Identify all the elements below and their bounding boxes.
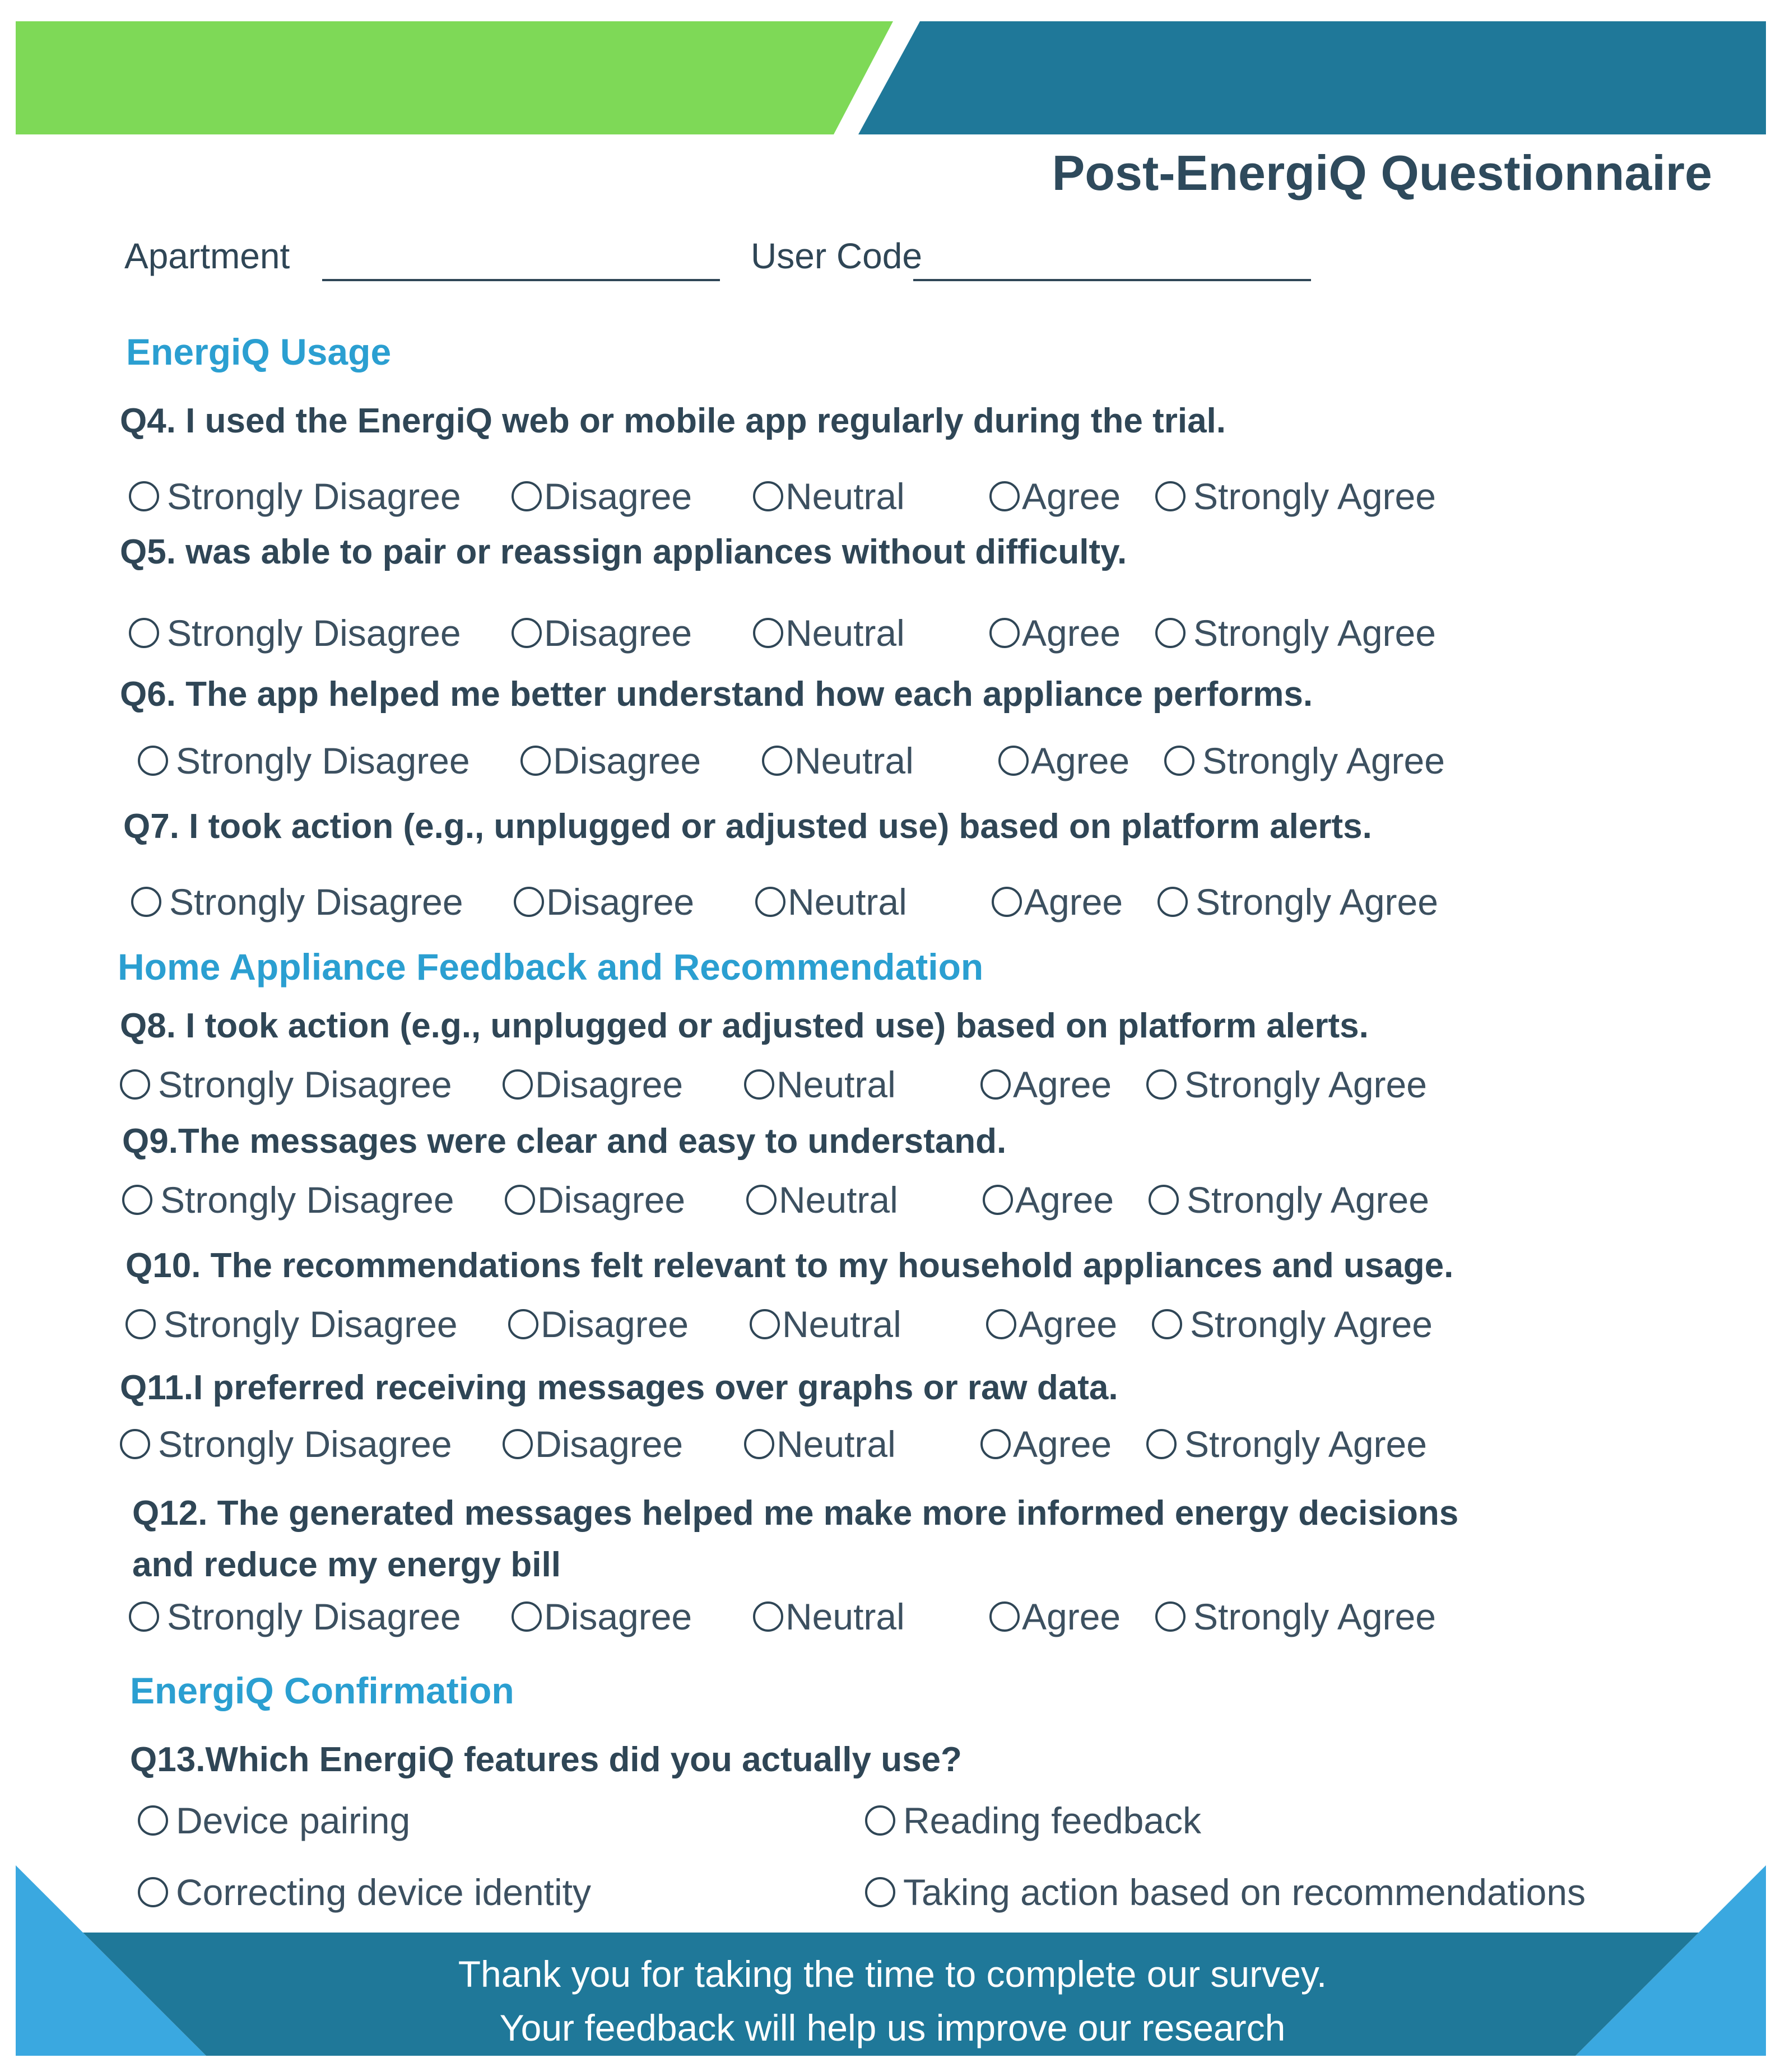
question-q13: Q13.Which EnergiQ features did you actually use? [130, 1740, 962, 1779]
radio-icon [1149, 1185, 1179, 1215]
scale-option-label: Strongly Agree [1190, 1303, 1433, 1345]
question-q8: Q8. I took action (e.g., unplugged or adjusted use) based on platform alerts. [120, 1007, 1369, 1045]
q6-option-strongly-agree[interactable] [1164, 739, 1445, 782]
scale-option-label: Agree [1013, 1064, 1112, 1105]
scale-option-label: Strongly Disagree [169, 881, 463, 923]
scale-option-label: Agree [1022, 1596, 1121, 1637]
section-usage: EnergiQ Usage [126, 331, 392, 373]
scale-option-label: Neutral [788, 881, 907, 923]
banner-teal-shape [858, 21, 1766, 134]
scale-option-label: Strongly Disagree [176, 740, 470, 781]
q11-option-agree[interactable] [980, 1423, 1112, 1465]
scale-option-label: Strongly Disagree [167, 1596, 461, 1637]
radio-icon [992, 887, 1022, 917]
footer-line-2: Your feedback will help us improve our research [499, 2007, 1286, 2048]
radio-icon [120, 1429, 150, 1459]
q7-option-strongly-disagree[interactable] [131, 881, 463, 923]
q6-option-disagree[interactable] [520, 739, 701, 782]
radio-icon [998, 746, 1029, 776]
q7-option-neutral[interactable] [755, 881, 907, 923]
scale-option-label: Neutral [782, 1303, 901, 1345]
scale-option-label: Strongly Disagree [167, 612, 461, 654]
q8-option-agree[interactable] [980, 1063, 1112, 1106]
q10-option-agree[interactable] [986, 1303, 1117, 1345]
q13-option-reading-feedback[interactable] [865, 1799, 1201, 1842]
scale-option-label: Strongly Disagree [164, 1303, 458, 1345]
radio-icon [520, 746, 551, 776]
scale-option-label: Strongly Disagree [167, 476, 461, 517]
scale-option-label: Disagree [553, 740, 701, 781]
scale-option-label: Agree [1013, 1423, 1112, 1465]
q11-option-neutral[interactable] [744, 1423, 896, 1465]
q9-option-neutral[interactable] [746, 1179, 898, 1221]
scale-option-label: Agree [1015, 1179, 1114, 1221]
section-feedback: Home Appliance Feedback and Recommendation [118, 946, 984, 988]
scale-option-label: Disagree [535, 1064, 684, 1105]
q12-option-strongly-agree[interactable] [1155, 1595, 1436, 1638]
radio-icon [125, 1309, 156, 1339]
scale-option-label: Disagree [544, 476, 692, 517]
apartment-label: Apartment [124, 236, 290, 276]
q10-option-strongly-agree[interactable] [1152, 1303, 1433, 1345]
radio-icon [138, 1805, 168, 1836]
radio-icon [986, 1309, 1016, 1339]
scale-option-label: Strongly Agree [1193, 1596, 1436, 1637]
section-confirmation: EnergiQ Confirmation [130, 1670, 514, 1711]
q13-option-device-pairing[interactable] [138, 1799, 410, 1842]
radio-icon [744, 1069, 774, 1100]
radio-icon [980, 1429, 1011, 1459]
q4-option-disagree[interactable] [512, 475, 692, 518]
scale-option-label: Neutral [785, 1596, 905, 1637]
radio-icon [512, 618, 542, 648]
radio-icon [753, 481, 783, 511]
scale-option-label: Neutral [785, 476, 905, 517]
radio-icon [129, 1601, 159, 1632]
scale-option-label: Neutral [779, 1179, 898, 1221]
q4-option-strongly-disagree[interactable] [129, 475, 461, 518]
scale-option-label: Strongly Disagree [158, 1423, 452, 1465]
q8-option-disagree[interactable] [503, 1063, 683, 1106]
radio-icon [865, 1805, 895, 1836]
scale-option-label: Agree [1031, 740, 1130, 781]
radio-icon [753, 1601, 783, 1632]
question-q6: Q6. The app helped me better understand how each appliance performs. [120, 675, 1313, 714]
radio-icon [512, 1601, 542, 1632]
radio-icon [1158, 887, 1188, 917]
q9-option-strongly-agree[interactable] [1149, 1179, 1429, 1221]
radio-icon [122, 1185, 152, 1215]
radio-icon [1155, 1601, 1186, 1632]
radio-icon [989, 618, 1020, 648]
scale-option-label: Disagree [546, 881, 695, 923]
radio-icon [508, 1309, 538, 1339]
scale-option-label: Strongly Agree [1193, 612, 1436, 654]
q13-option-label: Device pairing [176, 1800, 411, 1841]
q5-option-strongly-disagree[interactable] [129, 612, 461, 654]
scale-option-label: Neutral [794, 740, 914, 781]
radio-icon [120, 1069, 150, 1100]
q11-option-strongly-agree[interactable] [1146, 1423, 1427, 1465]
question-q9: Q9.The messages were clear and easy to understand. [122, 1122, 1007, 1161]
radio-icon [131, 887, 161, 917]
radio-icon [1155, 481, 1186, 511]
radio-icon [762, 746, 792, 776]
scale-option-label: Strongly Agree [1196, 881, 1438, 923]
radio-icon [983, 1185, 1013, 1215]
question-q7: Q7. I took action (e.g., unplugged or adjusted use) based on platform alerts. [123, 807, 1372, 846]
q7-option-agree[interactable] [992, 881, 1123, 923]
question-q11: Q11.I preferred receiving messages over graphs or raw data. [120, 1368, 1118, 1407]
q7-option-disagree[interactable] [514, 881, 694, 923]
q9-option-strongly-disagree[interactable] [122, 1179, 454, 1221]
radio-icon [989, 481, 1020, 511]
question-q4: Q4. I used the EnergiQ web or mobile app regularly during the trial. [120, 402, 1226, 440]
q9-option-disagree[interactable] [505, 1179, 685, 1221]
q12-option-disagree[interactable] [512, 1595, 692, 1638]
radio-icon [1152, 1309, 1182, 1339]
q5-option-agree[interactable] [989, 612, 1121, 654]
footer-line-1: Thank you for taking the time to complete our survey. [458, 1953, 1327, 1995]
radio-icon [1146, 1429, 1177, 1459]
question-q10: Q10. The recommendations felt relevant to my household appliances and usage. [125, 1246, 1454, 1285]
scale-option-label: Disagree [537, 1179, 686, 1221]
radio-icon [138, 746, 168, 776]
q10-option-neutral[interactable] [750, 1303, 901, 1345]
scale-option-label: Strongly Agree [1184, 1423, 1427, 1465]
q11-option-strongly-disagree[interactable] [120, 1423, 452, 1465]
question-q5: Q5. was able to pair or reassign appliances without difficulty. [120, 533, 1127, 571]
scale-option-label: Disagree [544, 1596, 692, 1637]
page-title: Post-EnergiQ Questionnaire [1052, 145, 1712, 201]
scale-option-label: Agree [1022, 476, 1121, 517]
q13-option-label: Correcting device identity [176, 1871, 592, 1913]
scale-option-label: Strongly Agree [1202, 740, 1445, 781]
q4-option-strongly-agree[interactable] [1155, 475, 1436, 518]
scale-option-label: Neutral [777, 1064, 896, 1105]
top-banner [16, 21, 1766, 134]
q4-option-neutral[interactable] [753, 475, 905, 518]
scale-option-label: Agree [1022, 612, 1121, 654]
q12-option-neutral[interactable] [753, 1595, 905, 1638]
apartment-field[interactable] [322, 279, 720, 281]
radio-icon [512, 481, 542, 511]
radio-icon [1155, 618, 1186, 648]
scale-option-label: Strongly Agree [1193, 476, 1436, 517]
radio-icon [755, 887, 785, 917]
scale-option-label: Disagree [535, 1423, 684, 1465]
q7-option-strongly-agree[interactable] [1158, 881, 1438, 923]
q10-option-strongly-disagree[interactable] [125, 1303, 458, 1345]
q8-option-strongly-agree[interactable] [1146, 1063, 1427, 1106]
q9-option-agree[interactable] [983, 1179, 1114, 1221]
q13-option-label: Taking action based on recommendations [903, 1871, 1586, 1913]
radio-icon [989, 1601, 1020, 1632]
q13-option-label: Reading feedback [903, 1800, 1202, 1841]
q6-option-neutral[interactable] [762, 739, 914, 782]
q12-option-agree[interactable] [989, 1595, 1121, 1638]
scale-option-label: Strongly Disagree [160, 1179, 454, 1221]
scale-option-label: Neutral [777, 1423, 896, 1465]
user-code-field[interactable] [913, 279, 1311, 281]
radio-icon [753, 618, 783, 648]
user-code-label: User Code [751, 236, 922, 276]
scale-option-label: Agree [1019, 1303, 1118, 1345]
scale-option-label: Strongly Disagree [158, 1064, 452, 1105]
q6-option-strongly-disagree[interactable] [138, 739, 470, 782]
radio-icon [503, 1429, 533, 1459]
question-q12: Q12. The generated messages helped me make more informed energy decisions and reduce my energy bill [132, 1494, 1459, 1584]
radio-icon [1146, 1069, 1177, 1100]
q6-option-agree[interactable] [998, 739, 1129, 782]
q4-option-agree[interactable] [989, 475, 1121, 518]
q5-option-disagree[interactable] [512, 612, 692, 654]
scale-option-label: Disagree [544, 612, 692, 654]
radio-icon [744, 1429, 774, 1459]
radio-icon [1164, 746, 1194, 776]
radio-icon [746, 1185, 777, 1215]
q11-option-disagree[interactable] [503, 1423, 683, 1465]
radio-icon [514, 887, 544, 917]
q10-option-disagree[interactable] [508, 1303, 689, 1345]
radio-icon [750, 1309, 780, 1339]
banner-green-shape [16, 21, 893, 134]
scale-option-label: Agree [1024, 881, 1123, 923]
q5-option-neutral[interactable] [753, 612, 905, 654]
radio-icon [129, 618, 159, 648]
radio-icon [503, 1069, 533, 1100]
radio-icon [505, 1185, 535, 1215]
scale-option-label: Strongly Agree [1187, 1179, 1429, 1221]
scale-option-label: Disagree [541, 1303, 689, 1345]
scale-option-label: Neutral [785, 612, 905, 654]
q8-option-strongly-disagree[interactable] [120, 1063, 452, 1106]
q5-option-strongly-agree[interactable] [1155, 612, 1436, 654]
radio-icon [980, 1069, 1011, 1100]
radio-icon [129, 481, 159, 511]
q12-option-strongly-disagree[interactable] [129, 1595, 461, 1638]
q8-option-neutral[interactable] [744, 1063, 896, 1106]
scale-option-label: Strongly Agree [1184, 1064, 1427, 1105]
